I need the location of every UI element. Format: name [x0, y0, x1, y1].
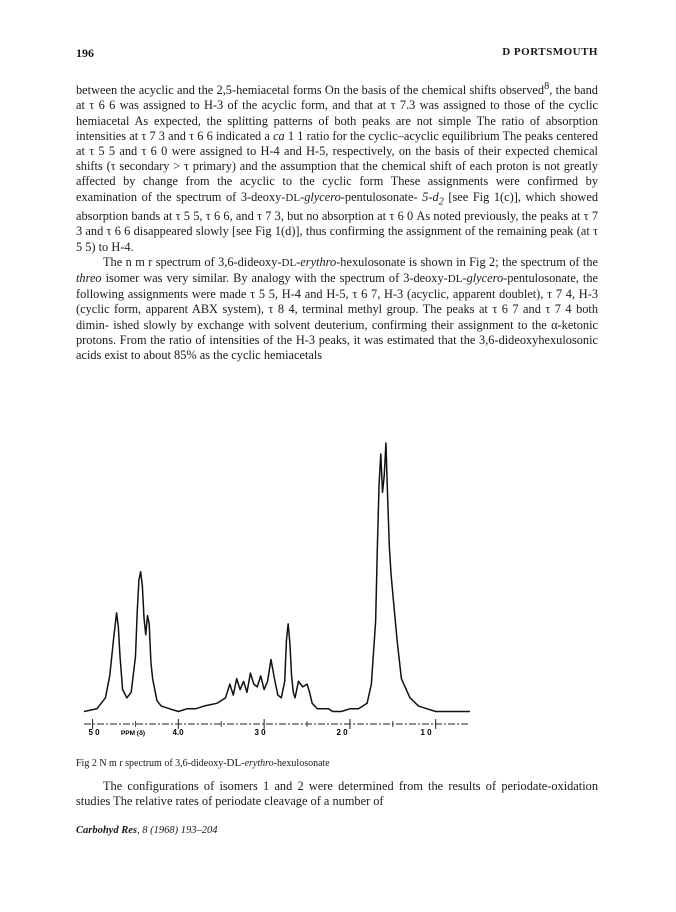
text-span: 5-d — [422, 189, 439, 204]
reference-superscript: 8 — [544, 81, 550, 92]
text-line: assigned to those of the cyclic hemiacetal As expected, the splitting patterns of both — [76, 98, 598, 128]
text-span: the spectrum of the — [502, 254, 598, 269]
small-caps-prefix: DL — [281, 256, 297, 269]
text-line: H-4 and H-5, τ 6 7, H-3 (acyclic, apparent doublet), τ 7 4, H-3 (cyclic form, apparent — [76, 287, 598, 317]
nmr-spectrum-figure — [84, 435, 474, 751]
text-span: were confirmed by examination of the spectrum of 3-deoxy- — [76, 174, 598, 204]
text-line: (τ secondary > τ primary) and the assumption that the chemical shift of each proton — [106, 159, 529, 174]
italic-term — [422, 189, 444, 207]
running-header — [76, 46, 598, 62]
text-span: -hexulosonate is shown in Fig 2; — [336, 254, 499, 269]
text-line: 1 1 ratio for the cyclic–acyclic equilibrium The peaks centered at τ 5 5 and τ 6 0 were — [76, 128, 599, 158]
x-tick-label-3: 3 0 — [254, 728, 266, 737]
text-span: 3-deoxy- — [403, 271, 448, 286]
main-text — [76, 79, 598, 363]
text-span: observed — [499, 83, 545, 98]
x-tick-label-4: 4.0 — [172, 728, 184, 737]
text-line: assigned to H-4 and H-5, respectively, on the basis of their expected chemical shifts — [76, 143, 598, 174]
text-line: between the acyclic and the 2,5-hemiacetal forms On the basis of the chemical shifts — [76, 83, 497, 98]
italic-term: erythro — [244, 758, 274, 769]
x-tick-label-1: 1 0 — [420, 728, 432, 737]
paragraph-1 — [76, 79, 598, 255]
paragraph-2 — [76, 255, 598, 363]
journal-citation: , 8 (1968) 193–204 — [136, 825, 218, 836]
journal-name: Carbohyd Res — [76, 825, 137, 836]
text-span: , the band at τ 6 6 was assigned to H-3 of the acyclic form, and that at τ 7.3 was — [76, 83, 598, 113]
text-line: ished slowly by exchange with solvent deuterium, confirming their assignment to the — [113, 317, 547, 332]
text-span: [see Fig 1(c)], which showed absorption bands at τ 5 5, τ 6 6, and τ 7 3, but no — [76, 189, 598, 224]
text-line: τ 5 5) to H-4. — [76, 224, 598, 254]
text-line: is not greatly affected by change from the acyclic to the cyclic form These assignments — [76, 159, 599, 189]
text-line: absorption at τ 6 0 As noted previously, the peaks at τ 7 3 and τ 6 6 disappeared — [76, 209, 598, 239]
subscript: 2 — [438, 196, 444, 207]
italic-term: threo — [76, 271, 102, 286]
nmr-spectrum-chart — [84, 435, 474, 751]
small-caps-prefix: DL — [226, 757, 242, 769]
text-span: - — [300, 189, 305, 204]
text-span: isomer was very similar. By analogy with the spectrum of — [101, 271, 400, 286]
text-span: peaks are not simple The ratio of absorption intensities at τ 7 3 and τ 6 6 indicated a — [76, 113, 599, 143]
text-line — [103, 255, 499, 269]
italic-term: glycero — [466, 271, 504, 286]
x-tick-label-2: 2 0 — [336, 728, 348, 737]
text-span: The n m r spectrum of 3,6-dideoxy- — [103, 254, 282, 269]
paragraph-3 — [76, 779, 598, 809]
text-line: slowly [see Fig 1(d)], thus confirming the assignment of the remaining peak (at — [195, 224, 590, 239]
text-span: - — [462, 271, 467, 286]
caption-text: - — [241, 758, 245, 769]
caption-text: Fig 2 N m r spectrum of 3,6-dideoxy- — [76, 758, 227, 769]
x-tick-label-5: 5 0 — [88, 728, 100, 737]
page-number: 196 — [76, 46, 94, 60]
italic-term: glycero — [304, 189, 341, 204]
text-span: -pentulosonate, the following assignments were made τ 5 5, — [76, 271, 598, 302]
text-line: ABX system), τ 8 4, terminal methyl group. The peaks at τ 6 7 and τ 7 4 both dimin- — [76, 302, 599, 332]
small-caps-prefix: DL — [285, 191, 301, 204]
figure-caption — [76, 757, 330, 769]
text-line: the 3,6-dideoxyhexulosonic acids exist to about 85% as the cyclic hemiacetals — [76, 332, 598, 363]
spectrum-trace-layer — [84, 443, 470, 712]
x-axis — [84, 719, 470, 737]
text-line: α-ketonic protons. From the ratio of intensities of the H-3 peaks, it was estimated that — [76, 317, 598, 347]
text-span: - — [296, 254, 301, 269]
text-span: -pentulosonate- — [340, 189, 418, 204]
running-author: D PORTSMOUTH — [502, 46, 598, 58]
x-axis-unit-label: PPM (δ) — [120, 730, 146, 737]
caption-text: -hexulosonate — [273, 758, 330, 769]
journal-footer — [76, 825, 217, 836]
continuation-text — [76, 779, 598, 809]
italic-term: erythro — [300, 254, 337, 269]
text-line: The configurations of isomers 1 and 2 were determined from the results of — [103, 779, 497, 793]
spectrum-trace-0 — [84, 443, 470, 712]
small-caps-prefix: DL — [447, 273, 463, 286]
text-line: periodate-oxidation studies The relative rates of periodate cleavage of a number of — [76, 779, 598, 809]
italic-term: ca — [273, 128, 285, 143]
